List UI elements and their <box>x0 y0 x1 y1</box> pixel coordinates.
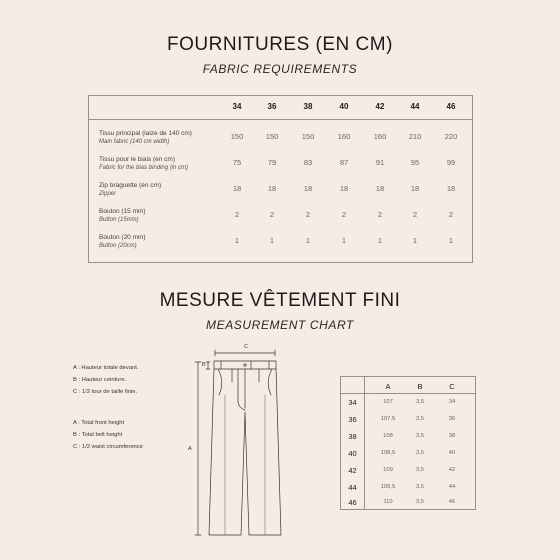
cell-value: 2 <box>377 210 383 219</box>
legend-en-c: C : 1/2 waist circumference <box>73 444 143 450</box>
fabric-row-bias <box>89 156 472 182</box>
row-label-fr: Bouton (15 mm) <box>99 208 146 215</box>
cell-value: 3,5 <box>415 499 425 505</box>
cell-value: 18 <box>339 184 349 193</box>
cell-value: 3,5 <box>415 416 425 422</box>
cell-value: 160 <box>373 132 387 141</box>
row-label-en: Main fabric (140 cm width) <box>99 139 170 145</box>
cell-value: 110 <box>383 499 393 505</box>
size-header-36: 36 <box>267 102 277 111</box>
cell-value: 108,5 <box>380 450 396 456</box>
cell-value: 160 <box>337 132 351 141</box>
cell-value: 79 <box>267 158 277 167</box>
cell-value: 95 <box>410 158 420 167</box>
column-header-c: C <box>449 382 455 391</box>
table-row <box>341 494 475 511</box>
row-label-en: Zipper <box>99 191 117 197</box>
fabric-row-button-20 <box>89 234 472 260</box>
cell-value: 1 <box>269 236 275 245</box>
cell-value: 108 <box>383 433 393 439</box>
cell-value: 150 <box>230 132 244 141</box>
cell-value: 107 <box>383 399 393 405</box>
cell-value: 210 <box>408 132 422 141</box>
cell-value: 150 <box>265 132 279 141</box>
fabric-row-button-15 <box>89 208 472 234</box>
cell-value: 18 <box>410 184 420 193</box>
fabric-row-zipper <box>89 182 472 208</box>
cell-value: 42 <box>448 467 456 473</box>
fabric-row-main <box>89 130 472 156</box>
table-row <box>341 462 475 479</box>
size-header-42: 42 <box>375 102 385 111</box>
cell-value: 3,5 <box>415 450 425 456</box>
cell-value: 109 <box>383 467 393 473</box>
cell-value: 34 <box>448 399 456 405</box>
legend-en-b: B : Total belt height <box>73 432 123 438</box>
legend-en-a: A : Total front height <box>73 420 125 426</box>
cell-value: 2 <box>412 210 418 219</box>
row-label-fr: Zip braguette (en cm) <box>99 182 162 189</box>
size-header-46: 46 <box>446 102 456 111</box>
legend-fr-a: A : Hauteur totale devant. <box>73 365 139 371</box>
cell-value: 40 <box>448 450 456 456</box>
row-size: 42 <box>348 466 357 475</box>
cell-value: 2 <box>269 210 275 219</box>
cell-value: 83 <box>303 158 313 167</box>
row-label-fr: Tissu principal (laize de 140 cm) <box>99 130 192 137</box>
row-label-fr: Tissu pour le biais (en cm) <box>99 156 175 163</box>
cell-value: 1 <box>341 236 347 245</box>
dimension-label-c: C <box>244 344 248 350</box>
cell-value: 18 <box>267 184 277 193</box>
table-row <box>341 445 475 462</box>
cell-value: 18 <box>232 184 242 193</box>
cell-value: 1 <box>234 236 240 245</box>
measurement-subtitle: MEASUREMENT CHART <box>206 318 354 332</box>
row-size: 34 <box>348 398 357 407</box>
cell-value: 2 <box>234 210 240 219</box>
row-size: 36 <box>348 415 357 424</box>
row-label-fr: Bouton (20 mm) <box>99 234 146 241</box>
cell-value: 3,5 <box>415 467 425 473</box>
cell-value: 87 <box>339 158 349 167</box>
cell-value: 3,5 <box>415 399 425 405</box>
cell-value: 18 <box>446 184 456 193</box>
fabric-title: FOURNITURES (EN CM) <box>167 34 393 55</box>
fabric-table-header <box>89 96 472 120</box>
cell-value: 44 <box>448 484 456 490</box>
fabric-requirements-table <box>88 95 473 263</box>
cell-value: 2 <box>305 210 311 219</box>
row-size: 46 <box>348 498 357 507</box>
cell-value: 107,5 <box>380 416 396 422</box>
size-header-40: 40 <box>339 102 349 111</box>
cell-value: 75 <box>232 158 242 167</box>
cell-value: 18 <box>303 184 313 193</box>
cell-value: 1 <box>448 236 454 245</box>
size-header-44: 44 <box>410 102 420 111</box>
cell-value: 3,5 <box>415 484 425 490</box>
row-size: 44 <box>348 483 357 492</box>
cell-value: 91 <box>375 158 385 167</box>
row-size: 38 <box>348 432 357 441</box>
row-label-en: Fabric for the bias binding (in cm) <box>99 165 189 171</box>
measurement-table <box>340 376 476 510</box>
table-row <box>341 411 475 428</box>
table-row <box>341 394 475 411</box>
cell-value: 1 <box>305 236 311 245</box>
trousers-diagram <box>185 340 295 540</box>
cell-value: 18 <box>375 184 385 193</box>
cell-value: 38 <box>448 433 456 439</box>
fabric-subtitle: FABRIC REQUIREMENTS <box>202 62 358 76</box>
cell-value: 2 <box>341 210 347 219</box>
row-label-en: Button (15mm) <box>99 217 139 223</box>
cell-value: 2 <box>448 210 454 219</box>
size-header-34: 34 <box>232 102 242 111</box>
row-label-en: Button (20cm) <box>99 243 137 249</box>
size-header-38: 38 <box>303 102 313 111</box>
cell-value: 99 <box>446 158 456 167</box>
column-header-a: A <box>385 382 391 391</box>
cell-value: 3,5 <box>415 433 425 439</box>
cell-value: 220 <box>444 132 458 141</box>
legend-fr-b: B : Hauteur ceinture. <box>73 377 127 383</box>
cell-value: 36 <box>448 416 456 422</box>
cell-value: 1 <box>377 236 383 245</box>
column-header-b: B <box>417 382 423 391</box>
measurement-title: MESURE VÊTEMENT FINI <box>159 290 401 311</box>
dimension-label-a: A <box>188 446 192 452</box>
cell-value: 1 <box>412 236 418 245</box>
cell-value: 109,5 <box>380 484 396 490</box>
cell-value: 150 <box>301 132 315 141</box>
cell-value: 46 <box>448 499 456 505</box>
row-size: 40 <box>348 449 357 458</box>
dimension-label-b: B <box>202 362 206 368</box>
table-row <box>341 428 475 445</box>
legend-fr-c: C : 1/2 tour de taille finie. <box>73 389 138 395</box>
